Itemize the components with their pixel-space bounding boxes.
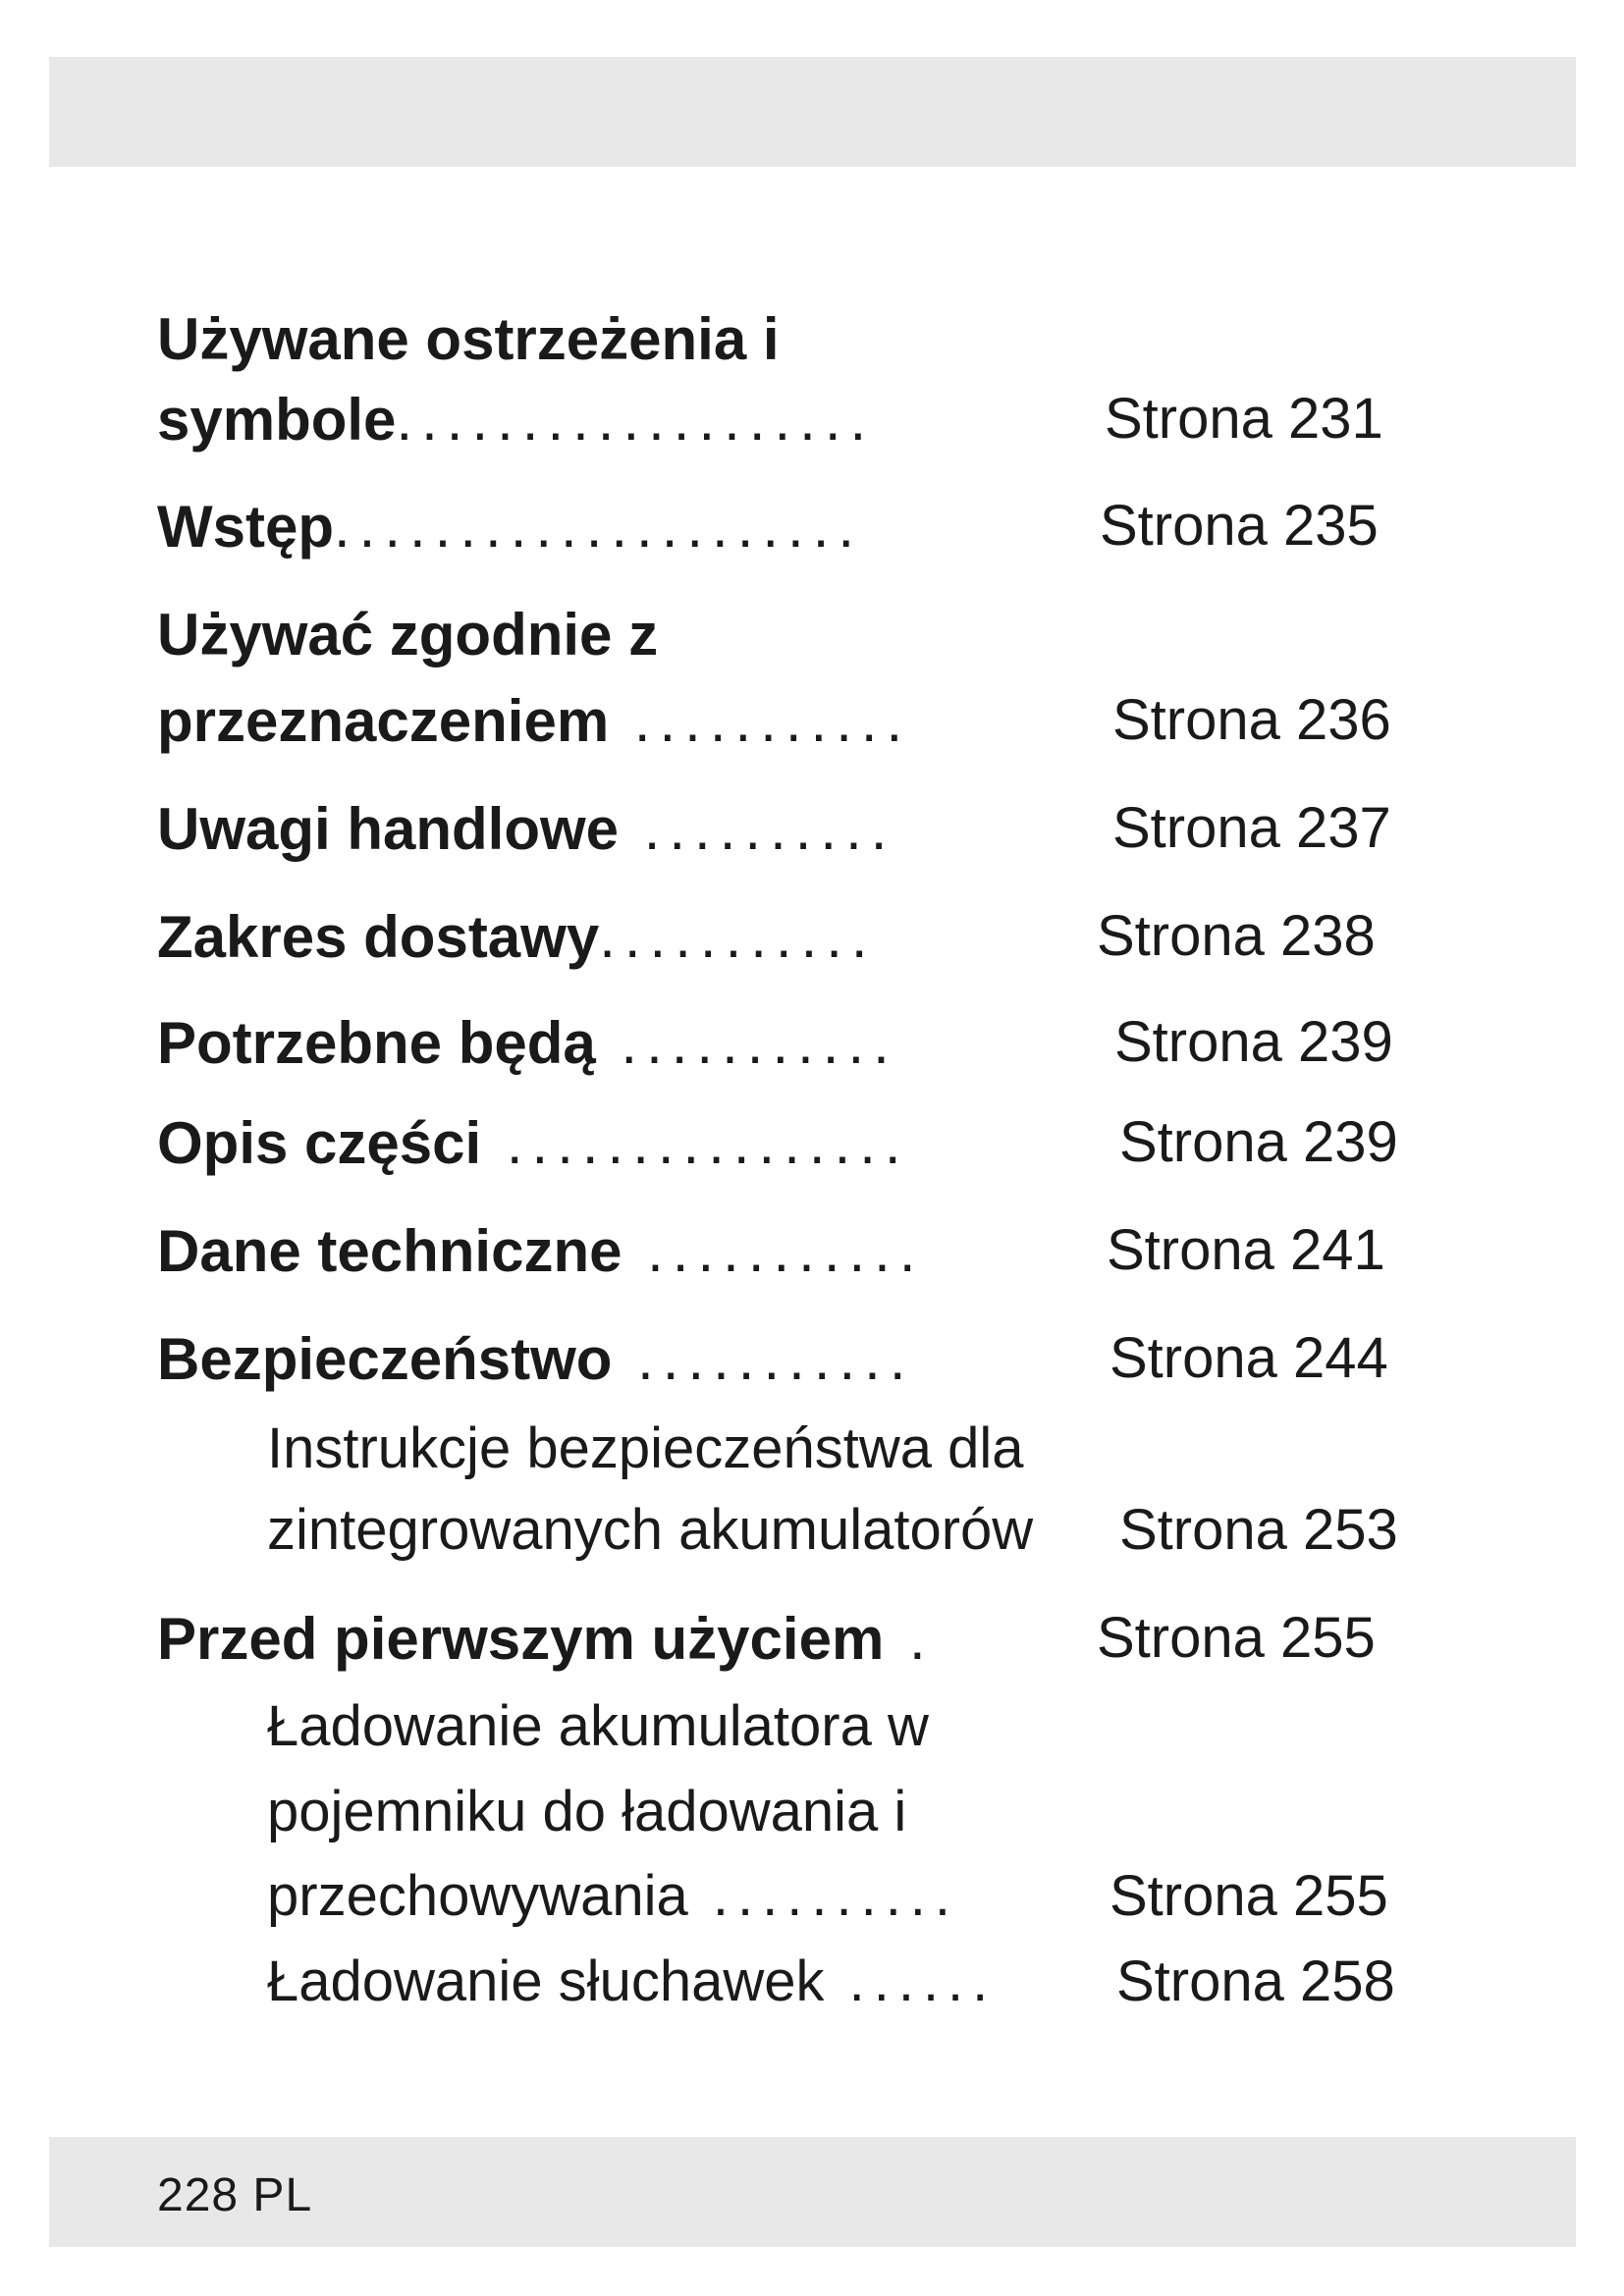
toc-subentry-title: Ładowanie słuchawek xyxy=(267,1949,825,2013)
toc-entry-line xyxy=(157,494,864,560)
toc-page-ref: Strona 244 xyxy=(1110,1326,1388,1390)
toc-leader-dots: . xyxy=(884,1606,935,1672)
toc-entry-title: symbole xyxy=(157,387,397,453)
toc-page-ref: Strona 239 xyxy=(1119,1110,1398,1174)
header-band xyxy=(49,57,1576,167)
toc-leader-dots: ..................... xyxy=(334,494,864,560)
page-number: 228 PL xyxy=(157,2169,313,2221)
toc-entry-title: Opis części xyxy=(157,1110,482,1176)
toc-entry-title: Używane ostrzeżenia i xyxy=(157,306,780,372)
footer-band xyxy=(49,2137,1576,2247)
toc-entry-line xyxy=(267,1864,960,1928)
toc-leader-dots: ........... xyxy=(609,688,912,754)
toc-subentry-title: pojemniku do ładowania i xyxy=(267,1780,907,1843)
toc-entry-line xyxy=(267,1949,998,2013)
toc-leader-dots: ................... xyxy=(396,387,876,453)
toc-entry-line xyxy=(157,796,896,862)
toc-entry-title: Potrzebne będą xyxy=(157,1010,596,1076)
toc-entry-line xyxy=(157,1110,910,1176)
toc-entry-line xyxy=(157,387,876,453)
toc-leader-dots: ...... xyxy=(824,1949,998,2013)
toc-entry-title: Dane techniczne xyxy=(157,1218,623,1284)
toc-leader-dots: ........... xyxy=(612,1326,915,1392)
toc-subentry-title: przechowywania xyxy=(267,1864,688,1928)
toc-entry-title: Zakres dostawy xyxy=(157,904,600,970)
toc-leader-dots: ........... xyxy=(595,1010,898,1076)
toc-entry-line xyxy=(157,1218,925,1284)
toc-subentry-title: zintegrowanych akumulatorów xyxy=(267,1498,1034,1562)
toc-page-ref: Strona 255 xyxy=(1097,1606,1376,1670)
toc-entry-title: Bezpieczeństwo xyxy=(157,1326,613,1392)
toc-page-ref: Strona 253 xyxy=(1119,1498,1398,1562)
toc-page-ref: Strona 241 xyxy=(1107,1218,1385,1282)
toc-page-ref: Strona 231 xyxy=(1105,387,1383,451)
toc-leader-dots: .......... xyxy=(619,796,896,862)
toc-leader-dots: ........... xyxy=(622,1218,925,1284)
toc-entry-title: przeznaczeniem xyxy=(157,688,610,754)
toc-entry-line xyxy=(157,1326,915,1392)
toc-page-ref: Strona 239 xyxy=(1114,1010,1393,1074)
toc-entry-title: Przed pierwszym użyciem xyxy=(157,1606,885,1672)
toc-page-ref: Strona 236 xyxy=(1112,688,1391,752)
toc-subentry-title: Ładowanie akumulatora w xyxy=(267,1694,929,1758)
toc-page-ref: Strona 235 xyxy=(1100,494,1379,558)
toc-entry-title: Uwagi handlowe xyxy=(157,796,620,862)
toc-subentry-title: Instrukcje bezpieczeństwa dla xyxy=(267,1416,1024,1480)
toc-entry-title: Wstęp xyxy=(157,494,334,560)
toc-entry-line xyxy=(157,688,912,754)
toc-leader-dots: ........... xyxy=(599,904,877,970)
toc-entry-line xyxy=(157,1606,935,1672)
toc-page-ref: Strona 255 xyxy=(1110,1864,1388,1928)
toc-entry-line xyxy=(157,1010,898,1076)
toc-page-ref: Strona 258 xyxy=(1116,1949,1395,2013)
toc-leader-dots: .......... xyxy=(687,1864,960,1928)
toc-entry-title: Używać zgodnie z xyxy=(157,602,659,667)
toc-entry-line xyxy=(157,904,877,970)
toc-page-ref: Strona 237 xyxy=(1112,796,1391,860)
toc-page-ref: Strona 238 xyxy=(1097,904,1376,968)
toc-leader-dots: ................ xyxy=(481,1110,910,1176)
